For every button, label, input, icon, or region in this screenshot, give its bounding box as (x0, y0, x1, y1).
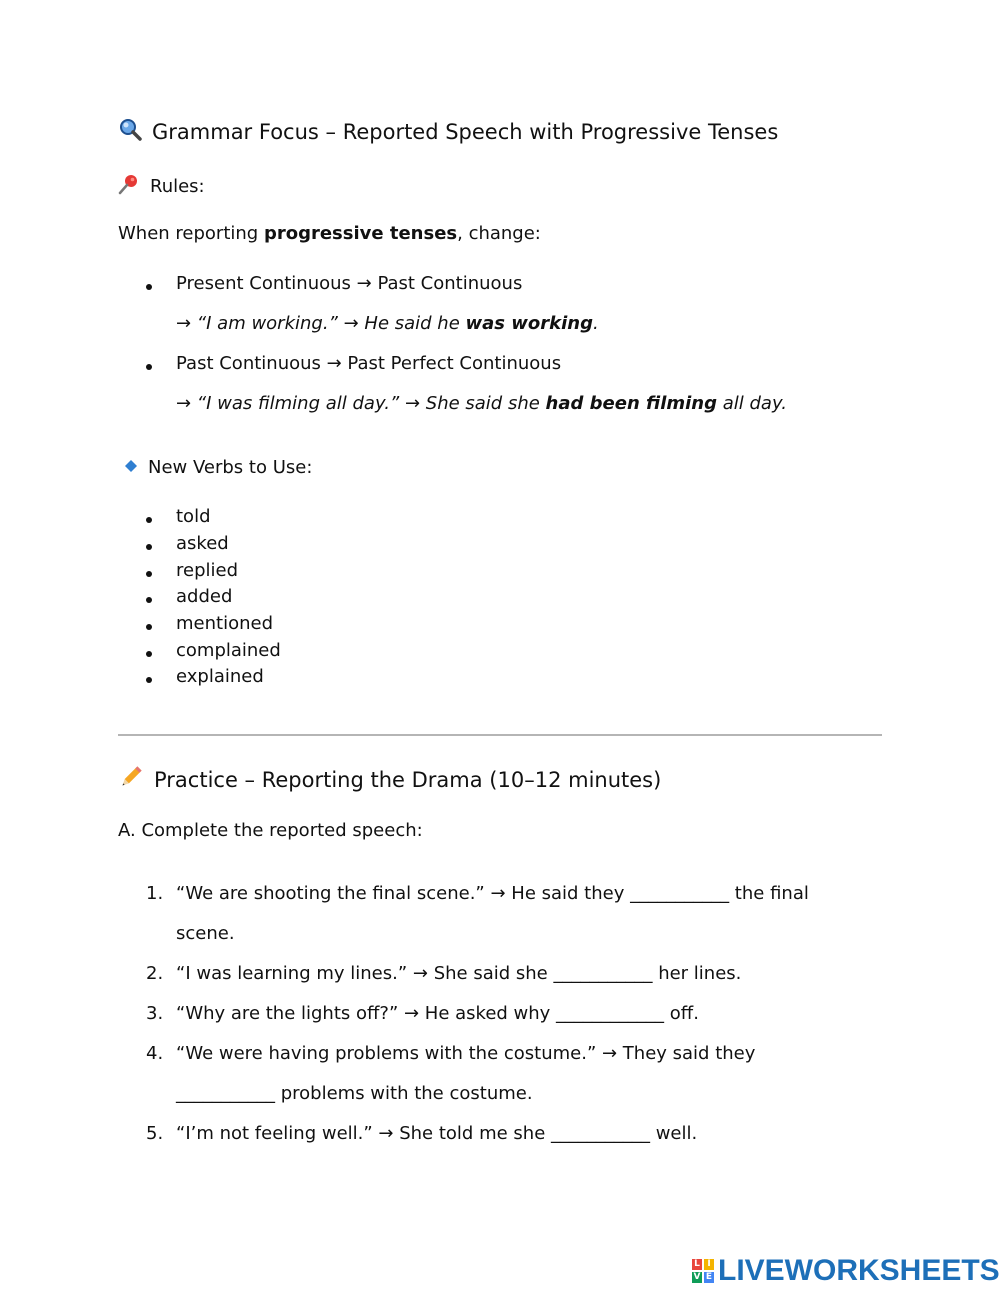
logo-letter: L (692, 1259, 702, 1270)
rules-intro (118, 223, 541, 244)
practice-item-3: “Why are the lights off?” → He asked why ____________ off. (176, 1003, 699, 1024)
practice-title-text: Practice – Reporting the Drama (10–12 minutes) (154, 767, 662, 792)
rule-1: Present Continuous → Past Continuous (176, 273, 523, 294)
liveworksheets-logo (692, 1254, 1000, 1288)
bullet (146, 284, 152, 290)
logo-letter: V (693, 1272, 701, 1282)
pencil-icon (118, 764, 144, 795)
practice-item-2: “I was learning my lines.” → She said she ___________ her lines. (176, 963, 742, 984)
verb-item: asked (176, 533, 229, 554)
item-number: 4. (146, 1043, 164, 1064)
example-bold: was working (465, 313, 593, 334)
logo-text: LIVEWORKSHEETS (718, 1254, 1000, 1287)
verb-item: explained (176, 666, 264, 687)
grammar-focus-title-text: Grammar Focus – Reported Speech with Progressive Tenses (152, 119, 779, 144)
verb-item: complained (176, 640, 281, 661)
section-divider (118, 734, 882, 736)
pushpin-icon (118, 173, 140, 200)
example-text-end: . (592, 313, 599, 334)
bullet (146, 677, 152, 683)
diamond-icon (124, 457, 138, 478)
practice-item-4-cont: ___________ problems with the costume. (176, 1083, 533, 1104)
magnifier-icon (118, 117, 142, 146)
practice-item-4: “We were having problems with the costume.” → They said they (176, 1043, 756, 1064)
verb-item: added (176, 586, 233, 607)
practice-title (118, 764, 661, 795)
example-text-end: all day. (717, 393, 787, 414)
bullet (146, 651, 152, 657)
bullet (146, 597, 152, 603)
bullet (146, 544, 152, 550)
practice-subheading: A. Complete the reported speech: (118, 820, 423, 841)
rules-heading-text: Rules: (150, 176, 205, 197)
rule-2: Past Continuous → Past Perfect Continuous (176, 353, 562, 374)
rules-heading (118, 173, 205, 200)
verb-item: mentioned (176, 613, 273, 634)
practice-item-5: “I’m not feeling well.” → She told me she ___________ well. (176, 1123, 698, 1144)
item-number: 2. (146, 963, 164, 984)
rule-1-example (176, 313, 599, 334)
grammar-focus-title (118, 117, 778, 146)
new-verbs-heading (124, 457, 312, 478)
example-text: → “I was filming all day.” → She said she (176, 393, 546, 414)
verb-item: replied (176, 560, 239, 581)
logo-grid-icon (692, 1259, 714, 1283)
item-number: 5. (146, 1123, 164, 1144)
example-bold: had been filming (545, 393, 718, 414)
intro-bold: progressive tenses (263, 223, 458, 244)
rule-2-example (176, 393, 787, 414)
bullet (146, 571, 152, 577)
item-number: 1. (146, 883, 164, 904)
verb-item: told (176, 506, 211, 527)
intro-text-end: , change: (457, 223, 541, 244)
logo-letter: E (705, 1272, 713, 1282)
bullet (146, 364, 152, 370)
new-verbs-heading-text: New Verbs to Use: (148, 457, 313, 478)
practice-item-1-cont: scene. (176, 923, 235, 944)
bullet (146, 517, 152, 523)
logo-letter: I (704, 1259, 714, 1270)
example-text: → “I am working.” → He said he (176, 313, 466, 334)
intro-text: When reporting (118, 223, 264, 244)
bullet (146, 624, 152, 630)
practice-item-1: “We are shooting the final scene.” → He said they ___________ the final (176, 883, 809, 904)
item-number: 3. (146, 1003, 164, 1024)
